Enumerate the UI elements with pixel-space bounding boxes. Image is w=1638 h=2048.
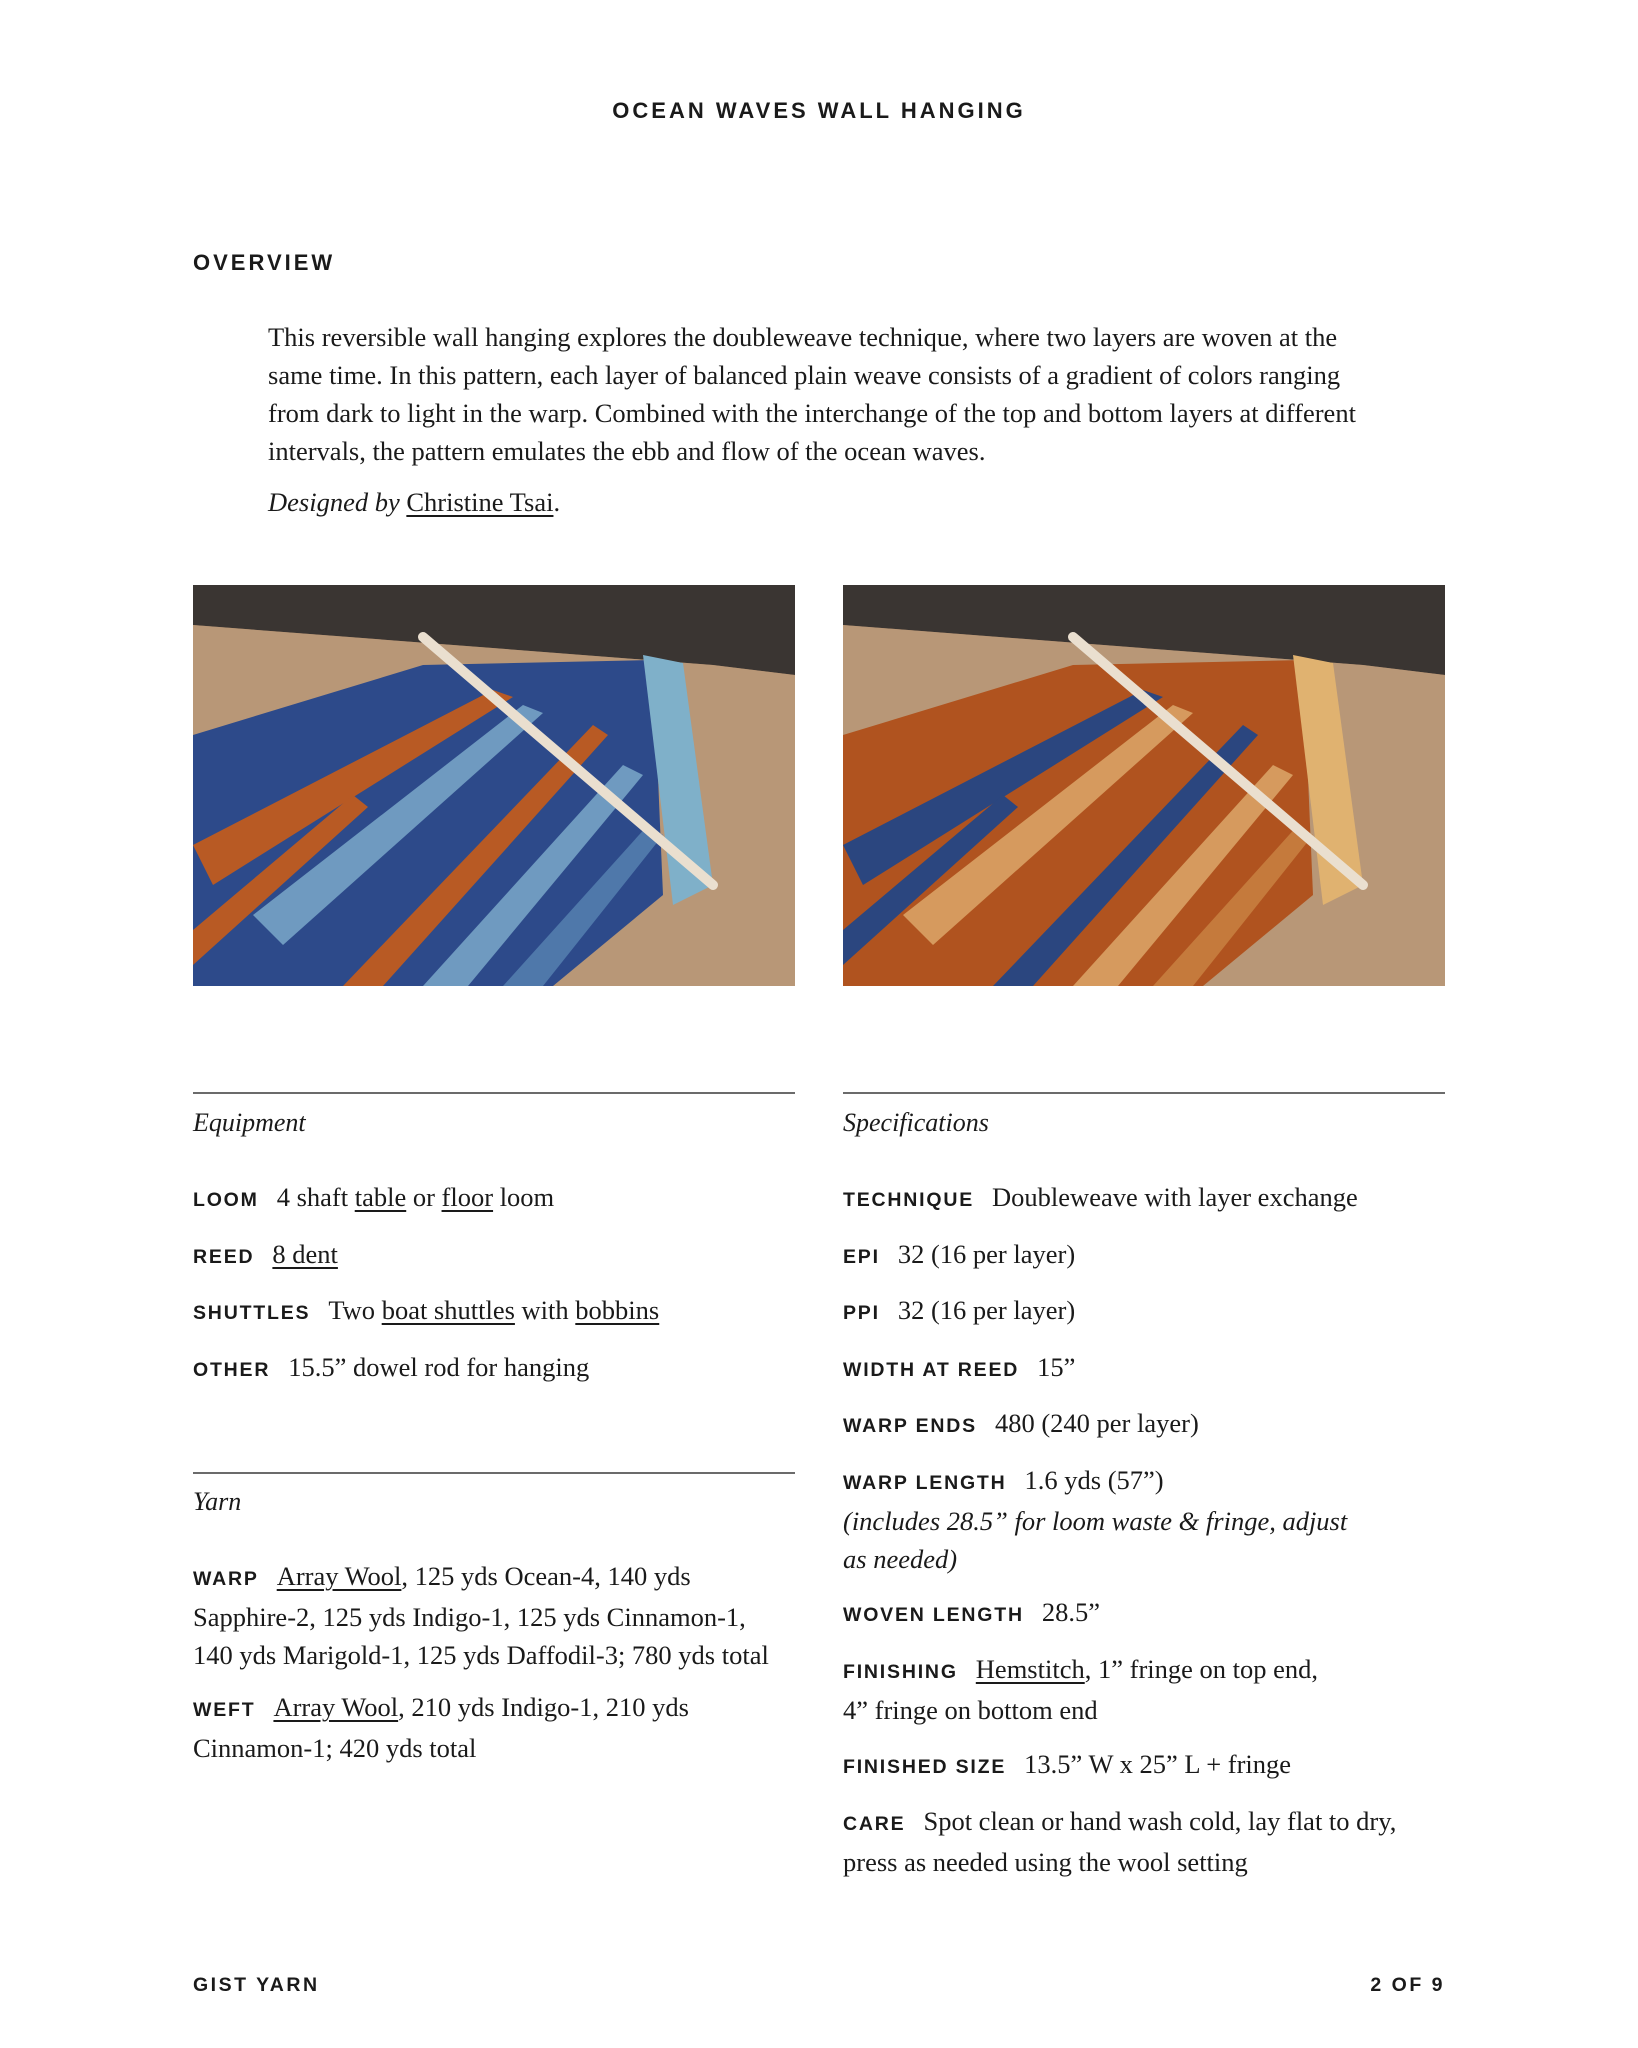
warp-array-wool-link[interactable]: Array Wool [276, 1561, 402, 1591]
epi-label: EPI [843, 1246, 880, 1268]
floor-loom-link[interactable]: floor [441, 1182, 494, 1212]
warp-length-label: WARP LENGTH [843, 1472, 1007, 1494]
spec-technique [843, 1178, 1358, 1219]
warp-line-2: Sapphire-2, 125 yds Indigo-1, 125 yds Cinnamon-1, [193, 1602, 746, 1632]
photo-rust-side [843, 585, 1445, 986]
shuttles-text-2: with [514, 1295, 576, 1325]
technique-value: Doubleweave with layer exchange [992, 1182, 1358, 1212]
loom-text-1: 4 shaft [276, 1182, 355, 1212]
specifications-heading: Specifications [843, 1108, 989, 1137]
loom-text-2: or [406, 1182, 442, 1212]
loom-text-3: loom [493, 1182, 555, 1212]
epi-value: 32 (16 per layer) [897, 1239, 1076, 1269]
spec-ppi [843, 1291, 1075, 1332]
spec-care [843, 1802, 1453, 1881]
width-at-reed-value: 15” [1037, 1352, 1076, 1382]
spec-finished-size [843, 1745, 1291, 1786]
weft-line-2: Cinnamon-1; 420 yds total [193, 1733, 477, 1763]
other-label: OTHER [193, 1359, 271, 1381]
warp-length-value: 1.6 yds (57”) [1024, 1465, 1164, 1495]
care-label: CARE [843, 1813, 906, 1835]
yarn-warp [193, 1557, 813, 1674]
bobbins-link[interactable]: bobbins [575, 1295, 660, 1325]
table-loom-link[interactable]: table [354, 1182, 407, 1212]
finished-size-value: 13.5” W x 25” L + fringe [1024, 1749, 1292, 1779]
finishing-line-1: , 1” fringe on top end, [1084, 1654, 1319, 1684]
equipment-reed [193, 1235, 338, 1276]
woven-length-label: WOVEN LENGTH [843, 1604, 1024, 1626]
boat-shuttles-link[interactable]: boat shuttles [381, 1295, 515, 1325]
warp-length-note-1: (includes 28.5” for loom waste & fringe, adjust [843, 1506, 1348, 1536]
page-number: 2 OF 9 [1370, 1974, 1445, 1996]
warp-line-3: 140 yds Marigold-1, 125 yds Daffodil-3; 780 yds total [193, 1640, 769, 1670]
reed-label: REED [193, 1246, 255, 1268]
ppi-value: 32 (16 per layer) [897, 1295, 1076, 1325]
photo-blue-side [193, 585, 795, 986]
equipment-other [193, 1348, 589, 1389]
other-value: 15.5” dowel rod for hanging [288, 1352, 590, 1382]
yarn-weft [193, 1688, 813, 1767]
spec-width-at-reed [843, 1348, 1075, 1389]
weft-label: WEFT [193, 1699, 256, 1721]
shuttles-label: SHUTTLES [193, 1302, 311, 1324]
equipment-shuttles [193, 1291, 659, 1332]
shuttles-text-1: Two [328, 1295, 382, 1325]
finishing-label: FINISHING [843, 1661, 958, 1683]
yarn-divider [193, 1472, 795, 1474]
warp-ends-value: 480 (240 per layer) [994, 1408, 1199, 1438]
ppi-label: PPI [843, 1302, 880, 1324]
warp-ends-label: WARP ENDS [843, 1415, 977, 1437]
reed-link[interactable]: 8 dent [272, 1239, 338, 1269]
spec-woven-length [843, 1593, 1100, 1634]
equipment-divider [193, 1092, 795, 1094]
spec-epi [843, 1235, 1075, 1276]
footer-brand: GIST YARN [193, 1974, 320, 1996]
spec-warp-ends [843, 1404, 1199, 1445]
overview-heading: OVERVIEW [193, 250, 336, 275]
designer-suffix: . [553, 487, 561, 517]
designed-by-prefix: Designed by [268, 487, 400, 517]
warp-line-1: , 125 yds Ocean-4, 140 yds [401, 1561, 691, 1591]
equipment-loom [193, 1178, 554, 1219]
care-line-2: press as needed using the wool setting [843, 1847, 1248, 1877]
loom-label: LOOM [193, 1189, 259, 1211]
weft-line-1: , 210 yds Indigo-1, 210 yds [398, 1692, 689, 1722]
woven-length-value: 28.5” [1041, 1597, 1100, 1627]
document-title: OCEAN WAVES WALL HANGING [612, 98, 1026, 123]
overview-paragraph: This reversible wall hanging explores the doubleweave technique, where two layers are woven at the same time. In this pattern, each layer of balanced plain weave consists of a gradient of colors ranging from dark to light in the warp. Combined with the interchange of the top and bottom layers at different intervals, the pattern emulates the ebb and flow of the ocean waves. [268, 322, 1356, 466]
designer-credit [268, 487, 560, 518]
finishing-line-2: 4” fringe on bottom end [843, 1695, 1098, 1725]
weft-array-wool-link[interactable]: Array Wool [273, 1692, 399, 1722]
hemstitch-link[interactable]: Hemstitch [975, 1654, 1085, 1684]
specifications-divider [843, 1092, 1445, 1094]
equipment-heading: Equipment [193, 1108, 306, 1137]
yarn-heading: Yarn [193, 1487, 242, 1516]
designer-link[interactable]: Christine Tsai [406, 487, 554, 517]
warp-length-note-2: as needed) [843, 1544, 958, 1574]
technique-label: TECHNIQUE [843, 1189, 975, 1211]
warp-label: WARP [193, 1568, 259, 1590]
spec-warp-length [843, 1461, 1443, 1578]
width-at-reed-label: WIDTH AT REED [843, 1359, 1020, 1381]
care-line-1: Spot clean or hand wash cold, lay flat to dry, [923, 1806, 1397, 1836]
spec-finishing [843, 1650, 1443, 1729]
finished-size-label: FINISHED SIZE [843, 1756, 1007, 1778]
